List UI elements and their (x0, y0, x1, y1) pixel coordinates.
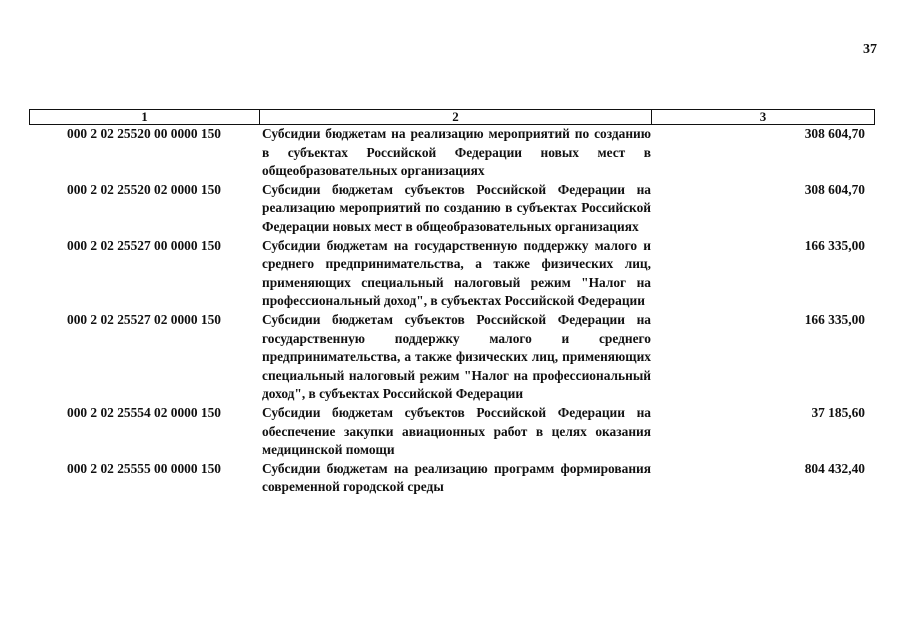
amount: 308 604,70 (804, 126, 865, 141)
table-header-row (29, 109, 875, 125)
budget-code: 000 2 02 25520 02 0000 150 (67, 181, 221, 197)
income-name: Субсидии бюджетам на государственную поддержку малого и среднего предпринимательства, а также физических лиц, применяющих специальный налоговый режим "Налог на профессиональный доход", в субъектах Российской Федерации (262, 237, 651, 309)
income-name: Субсидии бюджетам субъектов Российской Федерации на реализацию мероприятий по созданию в субъектах Российской Федерации новых мест в общеобразовательных организациях (262, 181, 651, 234)
amount: 166 335,00 (804, 237, 865, 253)
amount: 308 604,70 (804, 181, 865, 197)
budget-table (29, 109, 875, 497)
column-header-2: 2 (260, 110, 652, 124)
income-name: Субсидии бюджетам на реализацию мероприятий по созданию в субъектах Российской Федерации новых мест в общеобразовательных организациях (262, 126, 651, 179)
budget-code: 000 2 02 25520 00 0000 150 (67, 126, 221, 141)
income-name: Субсидии бюджетам субъектов Российской Федерации на обеспечение закупки авиационных работ в целях оказания медицинской помощи (262, 404, 651, 458)
table-row (29, 125, 875, 181)
table-row (29, 181, 875, 237)
page-number: 37 (863, 42, 877, 57)
column-header-3: 3 (759, 109, 767, 124)
table-row (29, 404, 875, 460)
income-name: Субсидии бюджетам на реализацию программ формирования современной городской среды (262, 460, 651, 495)
column-header-1: 1 (30, 110, 260, 124)
budget-code: 000 2 02 25527 02 0000 150 (67, 311, 221, 327)
budget-code: 000 2 02 25527 00 0000 150 (67, 237, 221, 253)
amount: 166 335,00 (804, 311, 865, 327)
budget-code: 000 2 02 25554 02 0000 150 (67, 404, 221, 420)
amount: 37 185,60 (811, 404, 865, 420)
amount: 804 432,40 (804, 460, 865, 476)
table-row (29, 237, 875, 311)
table-row (29, 460, 875, 497)
income-name: Субсидии бюджетам субъектов Российской Федерации на государственную поддержку малого и среднего предпринимательства, а также физических лиц, применяющих специальный налоговый режим "Налог на профессиональный доход", в субъектах Российской Федерации (262, 311, 651, 402)
budget-code: 000 2 02 25555 00 0000 150 (67, 460, 221, 476)
table-row (29, 311, 875, 404)
